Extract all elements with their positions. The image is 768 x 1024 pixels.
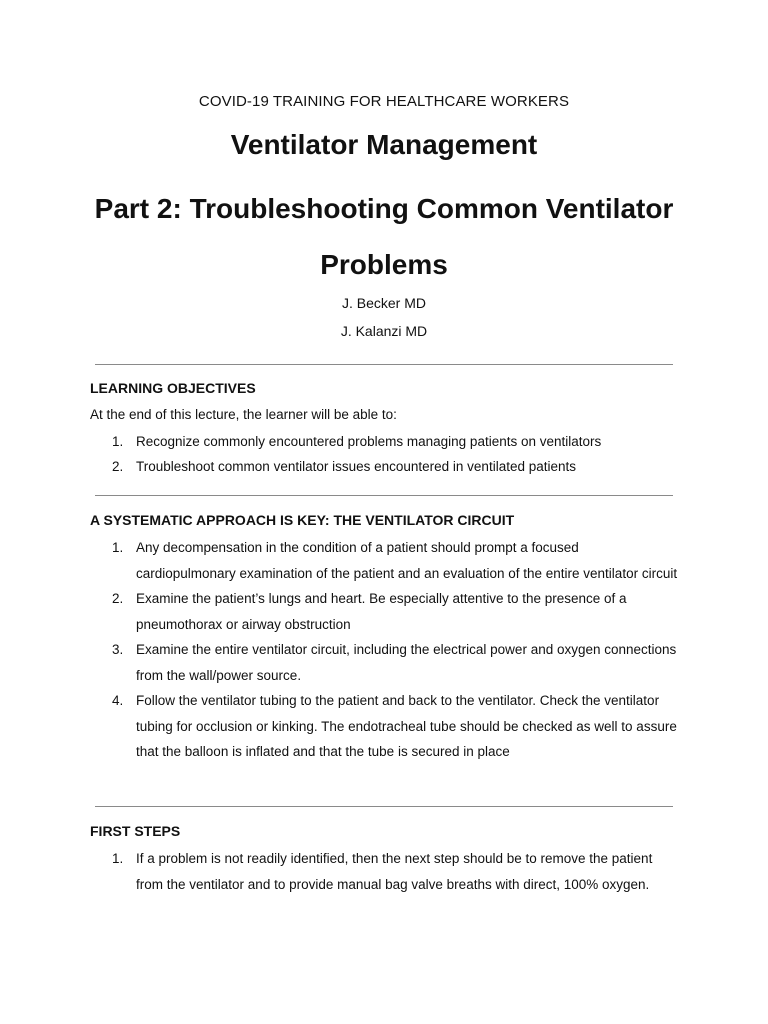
systematic-approach-section [90,510,680,765]
section-intro: At the end of this lecture, the learner will be able to: [90,407,397,422]
list-item [90,429,680,454]
learning-objectives-section [90,378,680,479]
systematic-list [90,535,680,765]
list-item-number: 2. [112,591,124,606]
section-heading: FIRST STEPS [90,823,181,839]
author-1: J. Becker MD [341,295,426,311]
list-item-text: Troubleshoot common ventilator issues encountered in ventilated patients [136,459,577,474]
list-item-text: Recognize commonly encountered problems managing patients on ventilators [136,434,602,449]
list-item-number: 2. [112,459,124,474]
list-item [90,586,680,637]
list-item [90,454,680,479]
section-divider [95,364,673,365]
list-item-number: 3. [112,642,124,657]
list-item-number: 1. [112,434,124,449]
section-heading: A SYSTEMATIC APPROACH IS KEY: THE VENTILATOR CIRCUIT [90,512,515,528]
list-item [90,688,680,765]
list-item-number: 1. [112,540,124,555]
first-steps-section [90,821,680,897]
document-title: Ventilator Management [230,129,538,160]
list-item-text: Follow the ventilator tubing to the patient and back to the ventilator. Check the ventilator tubing for occlusion or kinking. The endotracheal tube should be checked as well to assure that the balloon is inflated and that the tube is secured in place [136,693,677,759]
first-steps-list [90,846,680,897]
list-item [90,846,680,897]
list-item-text: Examine the patient’s lungs and heart. Be especially attentive to the presence of a pneumothorax or airway obstruction [136,591,627,632]
section-divider [95,806,673,807]
section-heading: LEARNING OBJECTIVES [90,380,256,396]
objectives-list [90,429,680,479]
document-subtitle: Part 2: Troubleshooting Common Ventilator Problems [94,193,674,280]
list-item-number: 4. [112,693,124,708]
list-item [90,637,680,688]
author-2: J. Kalanzi MD [340,323,428,339]
list-item-text: If a problem is not readily identified, then the next step should be to remove the patient from the ventilator and to provide manual bag valve breaths with direct, 100% oxygen. [136,851,653,892]
list-item-number: 1. [112,851,124,866]
list-item [90,535,680,586]
course-kicker: COVID-19 TRAINING FOR HEALTHCARE WORKERS [198,93,570,110]
list-item-text: Examine the entire ventilator circuit, including the electrical power and oxygen connections from the wall/power source. [136,642,677,683]
list-item-text: Any decompensation in the condition of a patient should prompt a focused cardiopulmonary examination of the patient and an evaluation of the entire ventilator circuit [136,540,678,581]
section-divider [95,495,673,496]
